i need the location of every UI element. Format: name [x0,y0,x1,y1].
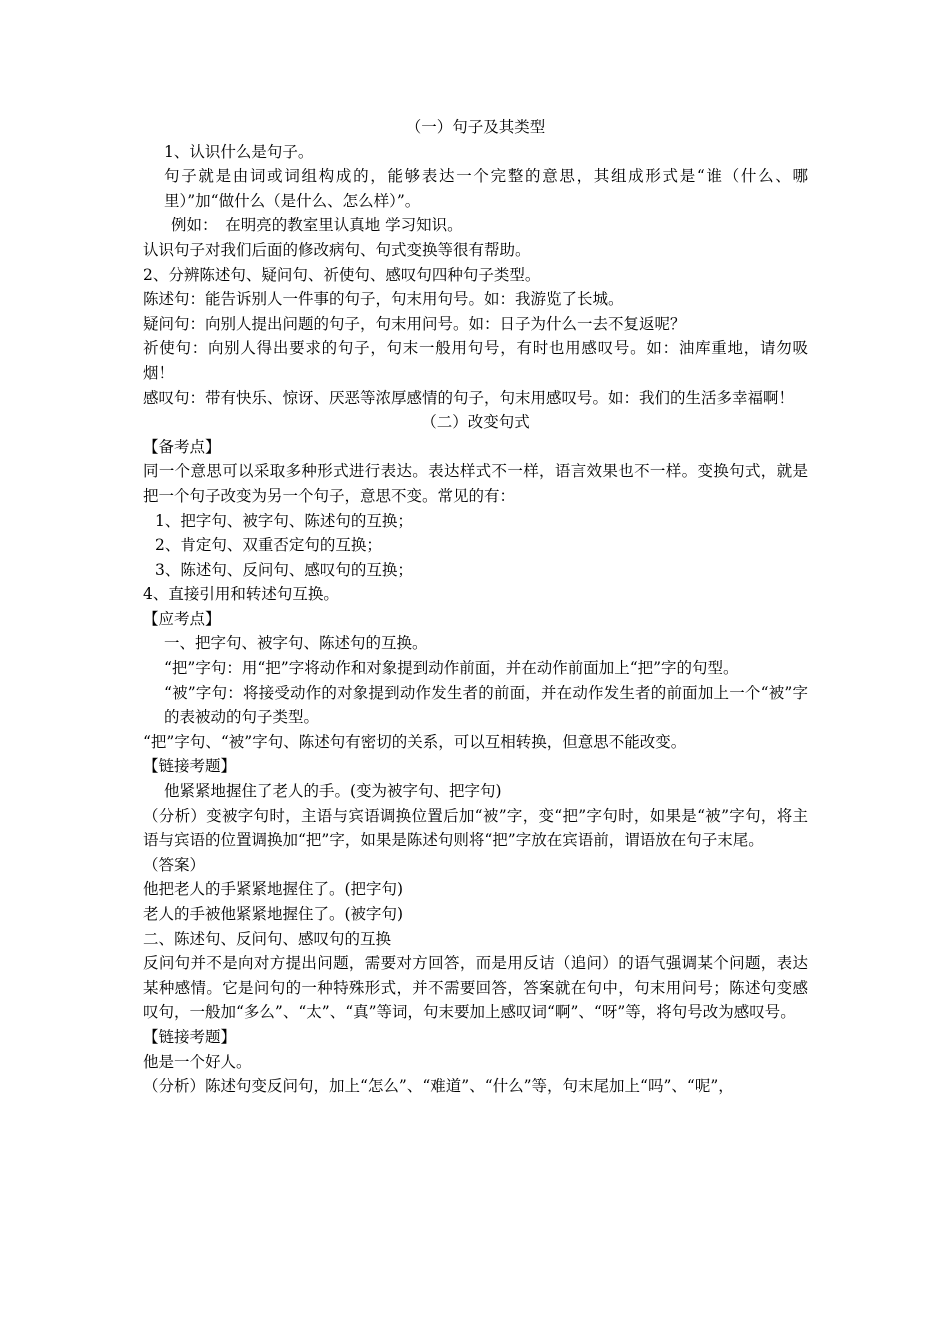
label-linked-question-2: 【链接考题】 [143,1027,237,1046]
analysis-1: （分析）变被字句时，主语与宾语调换位置后加“被”字，变“把”字句时，如果是“被”字句，将主语与宾语的位置调换加“把”字，如果是陈述句则将“把”字放在宾语前，谓语放在句子末尾。 [143,806,808,850]
paragraph-sentence-definition: 句子就是由词或词组构成的，能够表达一个完整的意思，其组成形式是“谁（什么、哪里）”加“做什么（是什么、怎么样）”。 [164,167,808,210]
list-item-4: 4、直接引用和转述句互换。 [143,585,339,604]
list-item-1: 1、把字句、被字句、陈述句的互换； [155,511,413,530]
heading-ba-bei: 一、把字句、被字句、陈述句的互换。 [164,634,428,653]
label-exam-points: 【备考点】 [143,437,221,456]
analysis-2: （分析）陈述句变反问句，加上“怎么”、“难道”、“什么”等，句末尾加上“吗”、“呢”， [143,1077,734,1096]
label-answer-points: 【应考点】 [143,609,221,628]
label-linked-question-1: 【链接考题】 [143,757,237,776]
answer-1: 他把老人的手紧紧地握住了。(把字句) [143,880,404,899]
paragraph-sentence-help: 认识句子对我们后面的修改病句、句式变换等很有帮助。 [143,240,531,259]
label-answer: （答案） [143,855,206,874]
ba-bei-relation: “把”字句、“被”字句、陈述句有密切的关系，可以互相转换，但意思不能改变。 [143,732,687,751]
heading-rhetorical: 二、陈述句、反问句、感叹句的互换 [143,929,392,948]
bei-sentence-definition: “被”字句：将接受动作的对象提到动作发生者的前面，并在动作发生者的前面加上一个“被”字的表被动的句子类型。 [164,683,808,727]
list-item-2: 2、肯定句、双重否定句的互换； [155,536,382,555]
rhetorical-definition: 反问句并不是向对方提出问题，需要对方回答，而是用反诘（追问）的语气强调某个问题，表达某种感情。它是问句的一种特殊形式，并不需要回答，答案就在句中，句末用问号；陈述句变感叹句，一般加“多么”、“太”、“真”等词，句末要加上感叹词“啊”、“呀”等，将句号改为感叹号。 [143,954,808,1022]
list-item-3: 3、陈述句、反问句、感叹句的互换； [155,560,413,579]
paragraph-sentence-transform: 同一个意思可以采取多种形式进行表达。表达样式不一样，语言效果也不一样。变换句式，就是把一个句子改变为另一个句子，意思不变。常见的有： [143,462,808,505]
example-line: 例如： 在明亮的教室里认真地 学习知识。 [171,216,463,235]
declarative-definition: 陈述句：能告诉别人一件事的句子，句末用句号。如：我游览了长城。 [143,290,624,309]
interrogative-definition: 疑问句：向别人提出问题的句子，句末用问号。如：日子为什么一去不复返呢？ [143,314,686,333]
question-2: 他是一个好人。 [143,1052,252,1071]
imperative-definition: 祈使句：向别人得出要求的句子，句末一般用句号，有时也用感叹号。如：油库重地，请勿吸烟！ [143,339,808,382]
section-title-1: （一）句子及其类型 [405,118,546,136]
heading-recognize-sentence: 1、认识什么是句子。 [164,142,314,161]
exclamatory-definition: 感叹句：带有快乐、惊讶、厌恶等浓厚感情的句子，句末用感叹号。如：我们的生活多幸福啊！ [143,388,795,407]
heading-sentence-types: 2、分辨陈述句、疑问句、祈使句、感叹句四种句子类型。 [143,265,541,284]
section-title-2: （二）改变句式 [421,413,530,432]
ba-sentence-definition: “把”字句：用“把”字将动作和对象提到动作前面，并在动作前面加上“把”字的句型。 [164,659,739,678]
answer-2: 老人的手被他紧紧地握住了。(被字句) [143,905,404,923]
question-1: 他紧紧地握住了老人的手。(变为被字句、把字句) [164,782,502,801]
document-body [143,115,808,1099]
